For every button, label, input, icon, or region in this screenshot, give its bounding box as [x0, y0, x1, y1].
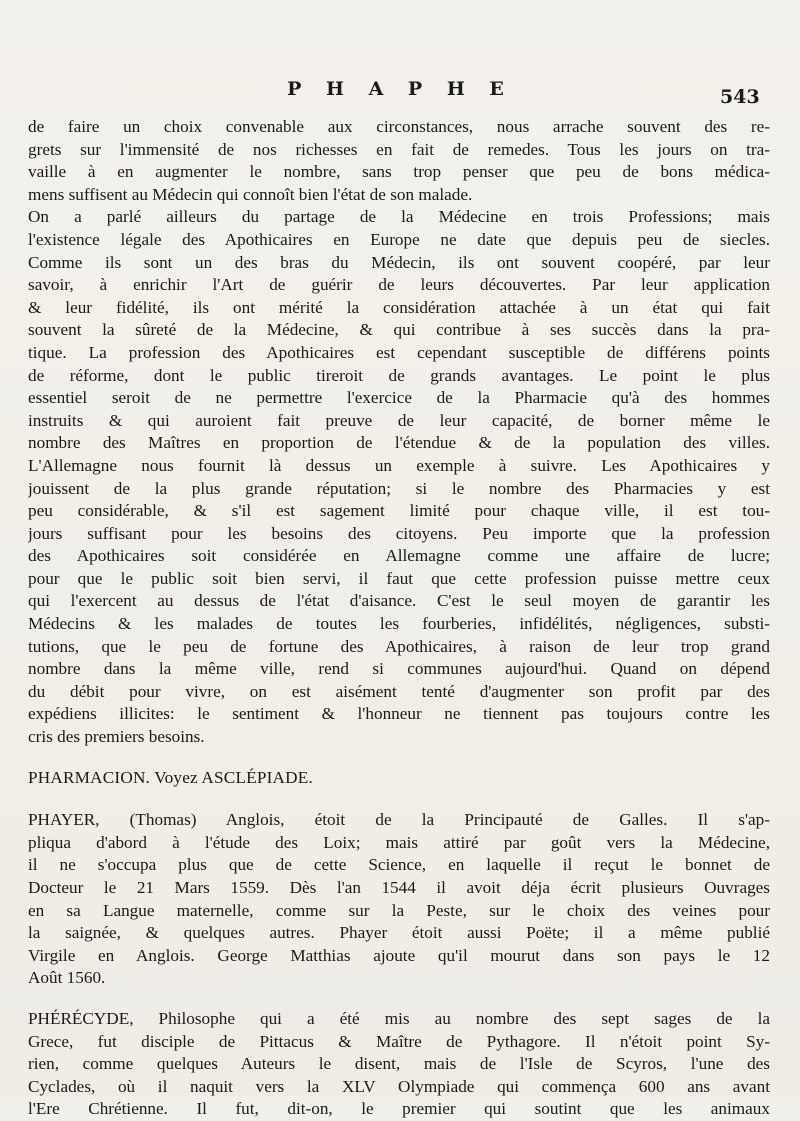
text-line: Cyclades, où il naquit vers la XLV Olympiade qui commença 600 ans avant	[28, 1076, 770, 1096]
text-line: Virgile en Anglois. George Matthias ajoute qu'il mourut dans son pays le 12	[28, 945, 770, 965]
text-line: & leur fidélité, ils ont mérité la considération attachée à un état qui fait	[28, 297, 770, 317]
text-line: nombre des Maîtres en proportion de l'étendue & de la population des villes.	[28, 433, 770, 453]
text-line: Médecins & les malades de toutes les fourberies, infidélités, négligences, substi-	[28, 614, 770, 634]
text-line: des Apothicaires soit considérée en Allemagne comme une affaire de lucre;	[28, 546, 770, 566]
text-line: qui l'exercent au dessus de l'état d'aisance. C'est le seul moyen de garantir les	[28, 591, 770, 611]
text-line: tique. La profession des Apothicaires est cependant susceptible de différens points	[28, 342, 770, 362]
text-line: Grece, fut disciple de Pittacus & Maître de Pythagore. Il n'étoit point Sy-	[28, 1031, 770, 1051]
paragraph-apothicaires	[28, 206, 770, 748]
text-line: PHÉRÉCYDE, Philosophe qui a été mis au nombre des sept sages de la	[28, 1008, 770, 1028]
running-head: P H A P H E	[287, 78, 513, 100]
text-line: expédiens illicites: le sentiment & l'honneur ne tiennent pas toujours contre les	[28, 704, 770, 724]
text-line: peu considérable, & s'il est sagement limité pour chaque ville, il est tou-	[28, 501, 770, 521]
text-line: l'existence légale des Apothicaires en Europe ne date que depuis peu de siecles.	[28, 229, 770, 249]
text-line: On a parlé ailleurs du partage de la Médecine en trois Professions; mais	[28, 207, 770, 227]
text-line: l'Ere Chrétienne. Il fut, dit-on, le premier qui soutint que les animaux	[28, 1099, 770, 1119]
text-line: Comme ils sont un des bras du Médecin, ils ont souvent coopéré, par leur	[28, 252, 770, 272]
text-line: Août 1560.	[28, 968, 106, 988]
spacer	[28, 990, 770, 1008]
text-line: il ne s'occupa plus que de cette Science, en laquelle il reçut le bonnet de	[28, 855, 770, 875]
entry-phayer	[28, 809, 770, 990]
text-line: PHAYER, (Thomas) Anglois, étoit de la Principauté de Galles. Il s'ap-	[28, 810, 770, 830]
text-line: tutions, que le peu de fortune des Apothicaires, à raison de leur trop grand	[28, 636, 770, 656]
spacer	[28, 749, 770, 767]
body-text	[28, 116, 770, 1121]
text-line: de faire un choix convenable aux circonstances, nous arrache souvent des re-	[28, 117, 770, 136]
text-line: grets sur l'immensité de nos richesses en fait de remedes. Tous les jours on tra-	[28, 139, 770, 159]
page-number: 543	[720, 86, 760, 108]
text-line: vaille à en augmenter le nombre, sans trop penser que peu de bons médica-	[28, 162, 770, 182]
paragraph-remedes	[28, 116, 770, 206]
text-line: pliqua d'abord à l'étude des Loix; mais attiré par goût vers la Médecine,	[28, 832, 770, 852]
text-line: la saignée, & quelques autres. Phayer étoit aussi Poëte; il a même publié	[28, 923, 770, 943]
spacer	[28, 789, 770, 809]
text-line: souvent la sûreté de la Médecine, & qui contribue à ses succès dans la pra-	[28, 320, 770, 340]
text-line: essentiel seroit de ne permettre l'exercice de la Pharmacie qu'à des hommes	[28, 388, 770, 408]
text-line: rien, comme quelques Auteurs le disent, mais de l'Isle de Scyros, l'une des	[28, 1054, 770, 1074]
text-line: mens suffisent au Médecin qui connoît bien l'état de son malade.	[28, 184, 473, 204]
text-line: jours suffisant pour les besoins des citoyens. Peu importe que la profession	[28, 523, 770, 543]
text-line: jouissent de la plus grande réputation; si le nombre des Pharmacies y est	[28, 478, 770, 498]
text-line: nombre dans la même ville, rend si communes aujourd'hui. Quand on dépend	[28, 659, 770, 679]
text-line: Docteur le 21 Mars 1559. Dès l'an 1544 il avoit déja écrit plusieurs Ouvrages	[28, 878, 770, 897]
text-line: en sa Langue maternelle, comme sur la Peste, sur le choix des veines pour	[28, 900, 770, 920]
text-line: du débit pour vivre, on est aisément tenté d'augmenter son profit par des	[28, 681, 770, 701]
text-line: pour que le public soit bien servi, il faut que cette profession puisse mettre ceux	[28, 568, 770, 588]
entry-pharmacion	[28, 767, 770, 790]
entry-heading: PHARMACION. Voyez ASCLÉPIADE.	[28, 767, 313, 787]
text-line: savoir, à enrichir l'Art de guérir de leurs découvertes. Par leur application	[28, 275, 770, 295]
entry-pherecyde	[28, 1008, 770, 1121]
text-line: L'Allemagne nous fournit là dessus un exemple à suivre. Les Apothicaires y	[28, 455, 770, 475]
text-line: cris des premiers besoins.	[28, 727, 205, 747]
text-line: de réforme, dont le public tireroit de grands avantages. Le point le plus	[28, 365, 770, 385]
text-line: instruits & qui auroient fait preuve de leur capacité, de borner même le	[28, 410, 770, 430]
